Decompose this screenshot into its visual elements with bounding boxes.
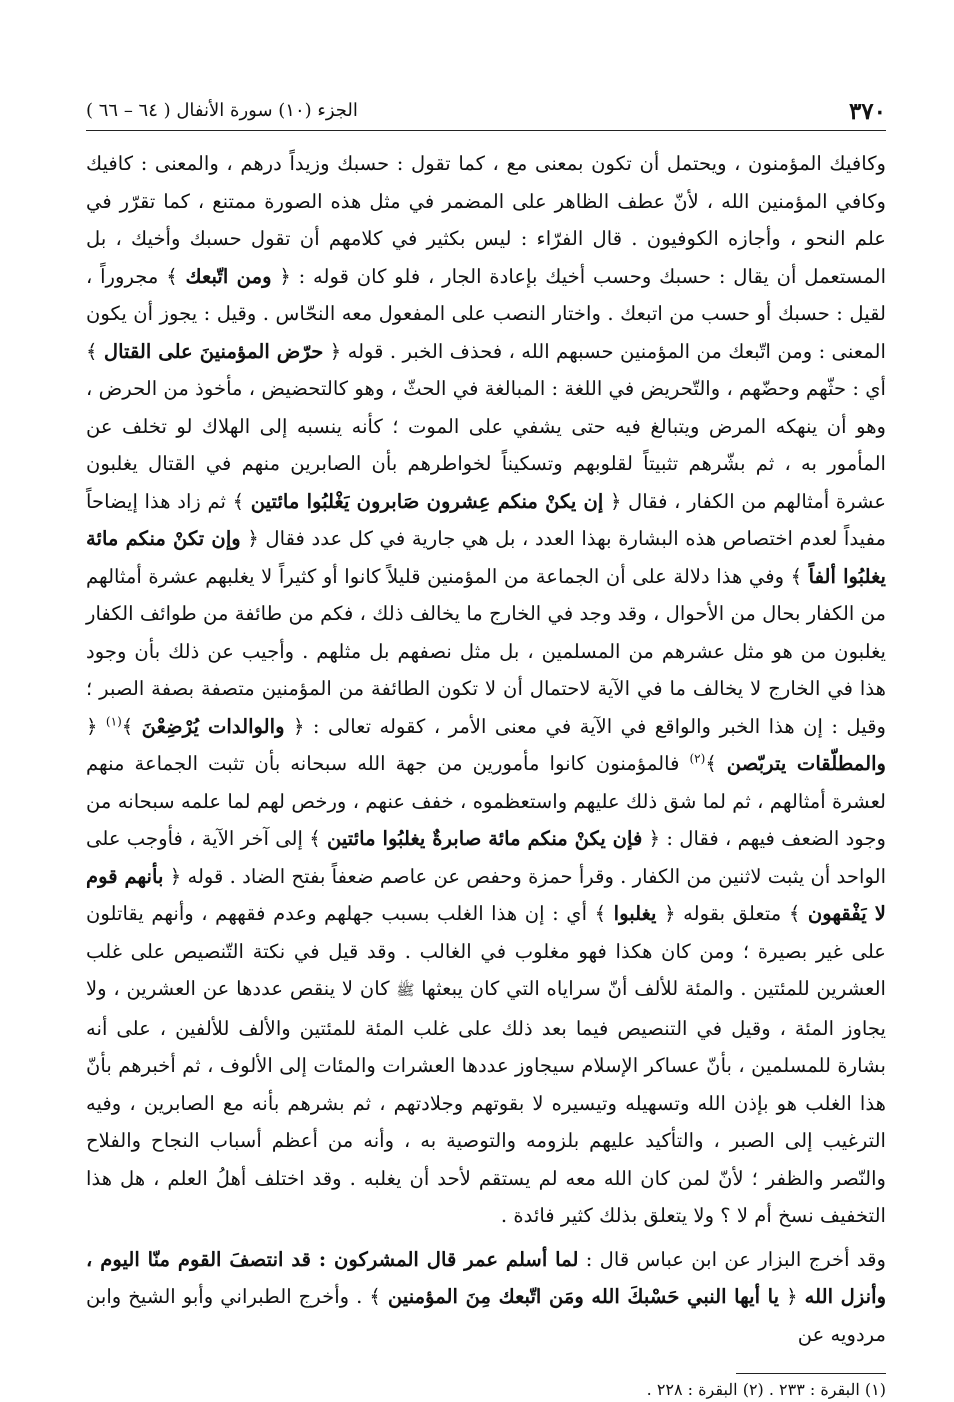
paragraph-1: وكافيك المؤمنون ، ويحتمل أن تكون بمعنى مع ، كما تقول : حسبك وزيداً درهم ، والمعنى : كافيك وكافي المؤمنين الله ، لأنّ عطف الظاهر على المضمر في مثل هذه الصورة ممتنع ، كما تقرّر في علم النحو ، وأجازه الكوفيون . قال الفرّاء : ليس بكثير في كلامهم أن تقول حسبك وأخيك ، بل المستعمل أن يقال : حسبك وحسب أخيك بإعادة الجار ، فلو كان قوله : ﴿ ومن اتّبعك ﴾ مجروراً ، لقيل : حسبك أو حسب من اتبعك . واختار النصب على المفعول معه النحّاس . وقيل : يجوز أن يكون المعنى : ومن اتّبعك من المؤمنين حسبهم الله ، فحذف الخبر . قوله ﴿ حرّض المؤمنينَ على القتال ﴾ أي : حثّهم وحضّهم ، والتّحريض في اللغة : المبالغة في الحثّ ، وهو كالتحضيض ، مأخوذ من الحرض ، وهو أن ينهكه المرض ويتبالغ فيه حتى يشفي على الموت ؛ كأنه ينسبه إلى الهلاك لو تخلف عن المأمور به ، ثم بشّرهم تثبيتاً لقلوبهم وتسكيناً لخواطرهم بأن الصابرين منهم في القتال يغلبون عشرة أمثالهم من الكفار ، فقال ﴿ إن يكنْ منكم عِشرون صَابرون يَغْلبُوا مائتين ﴾ ثم زاد هذا إيضاحاً مفيداً لعدم اختصاص هذه البشارة بهذا العدد ، بل هي جارية في كل عدد فقال ﴿ وإن تكنْ منكم مائة يغلبُوا ألفاً ﴾ وفي هذا دلالة على أن الجماعة من المؤمنين قليلاً كانوا أو كثيراً لا يغلبهم عشرة أمثالهم من الكفار بحال من الأحوال ، وقد وجد في الخارج ما يخالف ذلك ، فكم من طائفة من طوائف الكفار يغلبون من هو مثل عشرهم من المسلمين ، بل مثل نصفهم بل مثلهم . وأجيب عن ذلك بأن وجود هذا في الخارج لا يخالف ما في الآية لاحتمال أن لا تكون الطائفة من المؤمنين متصفة بصفة الصبر ؛ وقيل : إن هذا الخبر والواقع في الآية في معنى الأمر ، كقوله تعالى : ﴿ والوالدات يُرْضِعْنَ ﴾$^{(١)}$ ﴿ والمطلّقات يتربّصن ﴾$^{(٢)}$ فالمؤمنون كانوا مأمورين من جهة الله سبحانه بأن تثبت الجماعة منهم لعشرة أمثالهم ، ثم لما شق ذلك عليهم واستعظموه ، خفف عنهم ، ورخص لهم لما علمه سبحانه من وجود الضعف فيهم ، فقال : ﴿ فإن يكنْ منكم مائة صابرةٌ يغلبُوا مائتين ﴾ إلى آخر الآية ، فأوجب على الواحد أن يثبت لاثنين من الكفار . وقرأ حمزة وحفص عن عاصم ضعفاً بفتح الضاد . قوله ﴿ بأنهم قوم لا يَفْقهون ﴾ متعلق بقوله ﴿ يغلبوا ﴾ أي : إن هذا الغلب بسبب جهلهم وعدم فقههم ، وأنهم يقاتلون على غير بصيرة ؛ ومن كان هكذا فهو مغلوب في الغالب . وقد قيل في نكتة التّنصيص على غلب العشرين للمئتين . والمئة للألف أنّ سراياه التي كان يبعثها ﷺ كان لا ينقص عددها عن العشرين ، ولا يجاوز المئة ، وقيل في التنصيص فيما بعد ذلك على غلب المئة للمئتين والألف للألفين ، على أنه بشارة للمسلمين ، بأنّ عساكر الإسلام سيجاوز عددها العشرات والمئات إلى الألوف ، ثم أخبرهم بأنّ هذا الغلب هو بإذن الله وتسهيله وتيسيره لا بقوتهم وجلادتهم ، ثم بشرهم بأنه مع الصابرين ، وفيه الترغيب إلى الصبر ، والتأكيد عليهم بلزومه والتوصية به ، وأنه من أعظم أسباب النجاح والفلاح والنّصر والظفر ؛ لأنّ لمن كان الله معه لم يستقم لأحد أن يغلبه . وقد اختلف أهلُ العلم ، هل هذا التخفيف نسخ أم لا ؟ ولا يتعلق بذلك كثير فائدة . xyxy=(86,152,887,1227)
text-segment: إلى آخر الآية ، فأوجب على الواحد أن يثبت لاثنين من الكفار . وقرأ حمزة وحفص عن عاصم ضعفاً بفتح الضاد . قوله xyxy=(86,827,887,888)
quran-verse: والوالدات يُرْضِعْنَ xyxy=(141,714,285,738)
quran-verse: بأنهم قوم لا يَفْقهون xyxy=(86,864,886,925)
page-number: ٣٧٠ xyxy=(848,98,886,125)
text-segment: كان لا ينقص عددها عن العشرين ، ولا يجاوز المئة ، وقيل في التنصيص فيما بعد ذلك على غلب المئة للمئتين والألف للألفين ، على أنه بشارة للمسلمين ، بأنّ عساكر الإسلام سيجاوز عددها العشرات والمئات إلى الألوف ، ثم أخبرهم بأنّ هذا الغلب هو بإذن الله وتسهيله وتيسيره لا بقوتهم وجلادتهم ، ثم بشرهم بأنه مع الصابرين ، وفيه الترغيب إلى الصبر ، والتأكيد عليهم بلزومه والتوصية به ، وأنه من أعظم أسباب النجاح والفلاح والنّصر والظفر ؛ لأنّ لمن كان الله معه لم يستقم لأحد أن يغلبه . وقد اختلف أهلُ العلم ، هل هذا التخفيف نسخ أم لا ؟ ولا يتعلق بذلك كثير فائدة . xyxy=(86,977,886,1227)
running-title: الجزء (١٠) سورة الأنفال ( ٦٤ – ٦٦ ) xyxy=(86,100,358,121)
text-segment: ثم زاد هذا إيضاحاً مفيداً لعدم اختصاص هذه البشارة بهذا العدد ، بل هي جارية في كل عدد فقال xyxy=(86,489,886,550)
text-segment: أي : حثّهم وحضّهم ، والتّحريض في اللغة : المبالغة في الحثّ ، وهو كالتحضيض ، مأخوذ من الحرض ، وهو أن ينهكه المرض ويتبالغ فيه حتى يشفي على الموت ؛ كأنه ينسبه إلى الهلاك لو تخلف عن المأمور به ، ثم بشّرهم تثبيتاً لقلوبهم وتسكيناً لخواطرهم بأن الصابرين منهم في القتال يغلبون عشرة أمثالهم من الكفار ، فقال xyxy=(86,377,887,513)
text-segment: وقد أخرج البزار عن ابن عباس قال : xyxy=(585,1247,886,1271)
hadith-quote: لما أسلم عمر قال المشركون : قد انتصفَ القوم منّا اليوم ، وأنزل الله xyxy=(86,1247,887,1308)
pbuh-symbol: ﷺ xyxy=(396,981,415,999)
quran-verse: ومن اتّبعك xyxy=(185,264,272,288)
text-segment: وكافيك المؤمنون ، ويحتمل أن تكون بمعنى مع ، كما تقول : حسبك وزيداً درهم ، والمعنى : كافيك وكافي المؤمنين الله ، لأنّ عطف الظاهر على المضمر في مثل هذه الصورة ممتنع ، كما تقرّر في علم النحو ، وأجازه الكوفيون . قال الفرّاء : ليس بكثير في كلامهم أن تقول حسبك وأخيك ، بل المستعمل أن يقال : حسبك وحسب أخيك بإعادة الجار ، فلو كان قوله : xyxy=(86,152,887,288)
footnotes: (١) البقرة : ٢٣٣ . (٢) البقرة : ٢٢٨ . xyxy=(646,1380,886,1399)
footnote-divider xyxy=(736,1373,886,1374)
text-segment: أي : إن هذا الغلب بسبب جهلهم وعدم فقههم ، وأنهم يقاتلون على غير بصيرة ؛ ومن كان هكذا فهو مغلوب في الغالب . وقد قيل في نكتة التّنصيص على غلب العشرين للمئتين . والمئة للألف أنّ سراياه التي كان يبعثها xyxy=(86,902,887,1000)
quran-verse: يغلبوا xyxy=(613,902,657,925)
quran-verse: وإن تكنْ منكم مائة يغلبُوا ألفاً xyxy=(86,527,886,588)
paragraph-2: وقد أخرج البزار عن ابن عباس قال : لما أسلم عمر قال المشركون : قد انتصفَ القوم منّا اليوم ، وأنزل الله ﴿ يا أيها النبي حَسْبكَ الله ومَن اتّبعك مِنَ المؤمنين ﴾ . وأخرج الطبراني وأبو الشيخ وابن مردويه عن xyxy=(86,1247,887,1346)
text-segment: متعلق بقوله xyxy=(683,902,782,925)
quran-verse: حرّض المؤمنينَ على القتال xyxy=(103,339,324,363)
footnote-marker: (١) xyxy=(105,713,122,728)
page xyxy=(86,96,887,1399)
quran-verse: إن يكنْ منكم عِشرون صَابرون يَغْلبُوا مائتين xyxy=(250,489,604,513)
quran-verse: والمطلّقات يتربّصن xyxy=(726,752,886,775)
text-segment: . وأخرج الطبراني وأبو الشيخ وابن مردويه عن xyxy=(86,1285,886,1346)
text-segment: وفي هذا دلالة على أن الجماعة من المؤمنين قليلاً كانوا أو كثيراً لا يغلبهم عشرة أمثالهم من الكفار بحال من الأحوال ، وقد وجد في الخارج ما يخالف ذلك ، فكم من طائفة من طوائف الكفار يغلبون من هو مثل عشرهم من المسلمين ، بل مثل نصفهم بل مثلهم . وأجيب عن ذلك بأن وجود هذا في الخارج لا يخالف ما في الآية لاحتمال أن لا تكون الطائفة من المؤمنين متصفة بصفة الصبر ؛ وقيل : إن هذا الخبر والواقع في الآية في معنى الأمر ، كقوله تعالى : xyxy=(86,564,887,738)
body-text xyxy=(86,145,886,1353)
quran-verse: فإن يكنْ منكم مائة صابرةٌ يغلبُوا مائتين xyxy=(326,827,643,850)
footnote-marker: (٢) xyxy=(689,751,706,766)
quran-verse: يا أيها النبي حَسْبكَ الله ومَن اتّبعك مِنَ المؤمنين xyxy=(387,1285,780,1308)
page-header xyxy=(86,96,886,131)
text-segment: فالمؤمنون كانوا مأمورين من جهة الله سبحانه بأن تثبت الجماعة منهم لعشرة أمثالهم ، ثم لما شق ذلك عليهم واستعظموه ، خفف عنهم ، ورخص لهم لما علمه سبحانه من وجود الضعف فيهم ، فقال : xyxy=(86,752,887,850)
text-segment: مجروراً ، لقيل : حسبك أو حسب من اتبعك . واختار النصب على المفعول معه النحّاس . وقيل : يجوز أن يكون المعنى : ومن اتّبعك من المؤمنين حسبهم الله ، فحذف الخبر . قوله xyxy=(86,264,886,363)
